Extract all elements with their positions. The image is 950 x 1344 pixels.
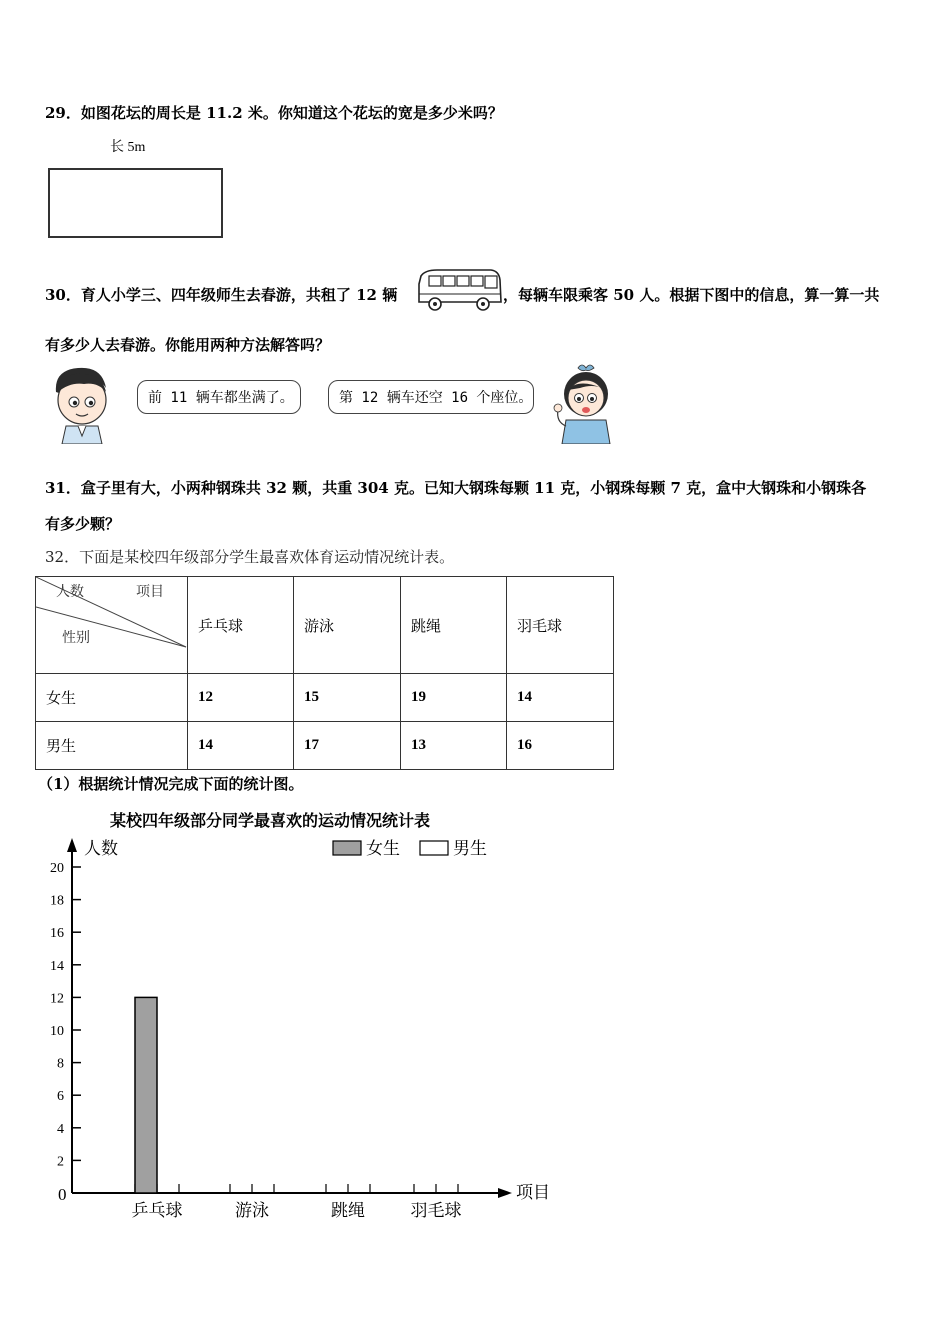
x-tick-label: 乒乓球 [131,1201,183,1220]
q32-text: 32．下面是某校四年级部分学生最喜欢体育运动情况统计表。 [45,548,455,566]
table-cell: 15 [294,674,401,722]
x-tick-label: 跳绳 [331,1201,365,1220]
q29-text: 29．如图花坛的周长是 11.2 米。你知道这个花坛的宽是多少米吗？ [45,104,503,122]
q32-sub1: （1）根据统计情况完成下面的统计图。 [38,775,304,793]
bar-女生 [135,997,157,1193]
y-tick-label: 6 [57,1089,64,1105]
corner-label-item: 项目 [136,584,164,600]
stats-table [35,576,614,770]
y-tick-label: 0 [58,1185,67,1204]
flowerbed-rectangle [48,168,223,238]
chart-title: 某校四年级部分同学最喜欢的运动情况统计表 [110,811,431,830]
bus-icon [415,268,503,314]
x-tick-label: 游泳 [235,1201,269,1220]
y-tick-label: 12 [50,991,64,1007]
table-row [36,722,614,770]
y-tick-label: 18 [50,893,64,909]
boy-icon [48,362,118,444]
y-axis-label: 人数 [84,839,118,858]
y-tick-label: 2 [57,1154,64,1170]
x-axis-arrow [498,1188,512,1198]
legend-swatch [420,841,448,855]
speech-bubble-right: 第 12 辆车还空 16 个座位。 [328,380,534,414]
q30-line1-a: 30．育人小学三、四年级师生去春游，共租了 12 辆 [45,286,398,304]
column-header: 游泳 [294,577,401,674]
y-tick-label: 4 [57,1121,64,1137]
table-cell: 17 [294,722,401,770]
corner-label-gender: 性别 [62,630,90,646]
column-header: 乒乓球 [188,577,294,674]
legend-label: 女生 [366,839,400,858]
table-cell: 14 [188,722,294,770]
column-header: 羽毛球 [507,577,614,674]
q31-line2: 有多少颗？ [45,515,121,533]
table-cell: 12 [188,674,294,722]
table-corner-cell [36,577,188,674]
y-tick-label: 16 [50,926,64,942]
table-cell: 16 [507,722,614,770]
y-tick-label: 20 [50,861,64,876]
length-label: 长 5m [110,140,146,155]
x-tick-label: 羽毛球 [410,1201,462,1220]
table-row [36,674,614,722]
legend-swatch [333,841,361,855]
table-cell: 14 [507,674,614,722]
table-cell: 19 [401,674,507,722]
legend-label: 男生 [453,839,487,858]
table-cell: 13 [401,722,507,770]
y-tick-label: 10 [50,1024,64,1039]
q30-line2: 有多少人去春游。你能用两种方法解答吗？ [45,336,331,354]
x-axis-label: 项目 [516,1183,550,1202]
speech-bubble-left: 前 11 辆车都坐满了。 [137,380,301,414]
bar-chart [30,830,590,1230]
girl-icon [552,360,618,444]
y-tick-label: 8 [57,1056,64,1072]
row-label: 女生 [36,674,188,722]
row-label: 男生 [36,722,188,770]
y-tick-label: 14 [50,958,64,974]
q30-line1-b: ，每辆车限乘客 50 人。根据下图中的信息，算一算一共 [503,286,880,304]
corner-label-people: 人数 [56,584,84,600]
y-axis-arrow [67,838,77,852]
q31-line1: 31．盒子里有大，小两种钢珠共 32 颗，共重 304 克。已知大钢珠每颗 11 克，小钢珠每颗 7 克，盒中大钢珠和小钢珠各 [45,479,867,497]
column-header: 跳绳 [401,577,507,674]
